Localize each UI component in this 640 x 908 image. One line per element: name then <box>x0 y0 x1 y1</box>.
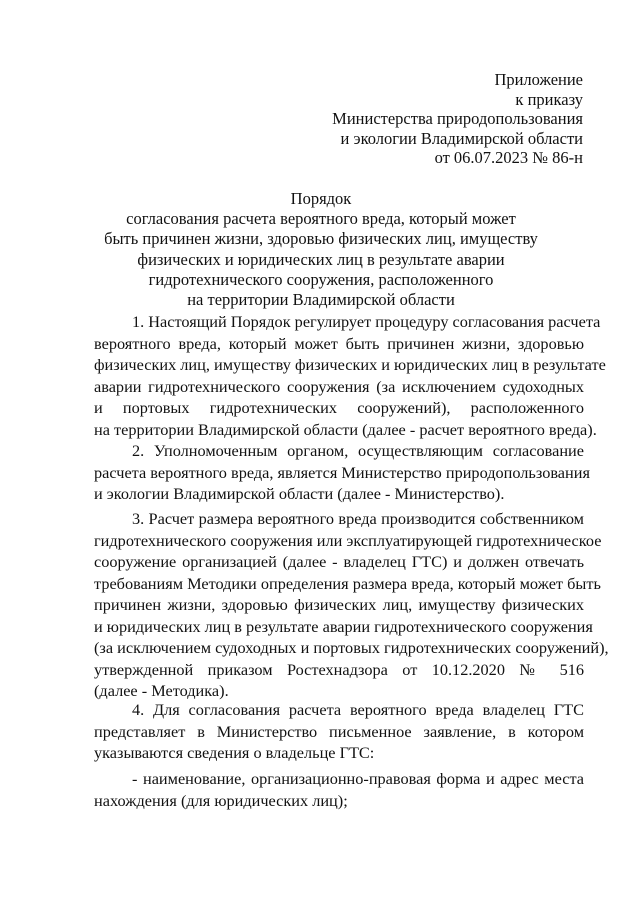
paragraph-1 <box>94 311 606 440</box>
paragraph-line: требованиям Методики определения размера вреда, который может быть <box>94 573 601 593</box>
title-line: Порядок <box>290 189 352 208</box>
paragraph-line: на территории Владимирской области (далее - расчет вероятного вреда). <box>94 419 597 439</box>
paragraph-line: аварии гидротехнического сооружения (за исключением судоходных <box>94 376 584 396</box>
paragraph-line: и экологии Владимирской области (далее - Министерство). <box>94 484 505 503</box>
paragraph-line: расчета вероятного вреда, является Министерство природопользования <box>94 462 590 482</box>
paragraph-line: и портовых гидротехнических сооружений), расположенного <box>94 398 584 417</box>
paragraph-line: утвержденной приказом Ростехнадзора от 10.12.2020 № 516 <box>94 659 584 679</box>
paragraph-line: (за исключением судоходных и портовых гидротехнических сооружений), <box>94 638 609 657</box>
paragraph-line: - наименование, организационно-правовая форма и адрес места <box>132 769 584 788</box>
paragraph-line: физических лиц, имуществу физических и юридических лиц в результате <box>94 355 606 374</box>
title-line: на территории Владимирской области <box>187 290 455 310</box>
appendix-line: от 06.07.2023 № 86-н <box>434 148 583 168</box>
appendix-line: к приказу <box>515 89 583 109</box>
paragraph-line: указываются сведения о владельце ГТС: <box>94 743 375 762</box>
title-line: согласования расчета вероятного вреда, который может <box>126 209 516 229</box>
paragraph-line: вероятного вреда, который может быть причинен жизни, здоровью <box>94 333 584 353</box>
paragraph-3 <box>94 508 609 702</box>
paragraph-line: нахождения (для юридических лиц); <box>94 790 348 810</box>
appendix-line: Министерства природопользования <box>332 109 583 129</box>
paragraph-line: (далее - Методика). <box>94 681 229 700</box>
appendix-line: Приложение <box>494 70 583 89</box>
title-line: физических и юридических лиц в результате аварии <box>137 249 505 269</box>
appendix-header <box>332 70 583 168</box>
paragraph-line: 1. Настоящий Порядок регулирует процедуру согласования расчета <box>132 312 601 331</box>
paragraph-line: сооружение организацией (далее - владелец ГТС) и должен отвечать <box>94 552 584 571</box>
paragraph-line: и юридических лиц в результате аварии гидротехнического сооружения <box>94 616 593 636</box>
title-line: быть причинен жизни, здоровью физических лиц, имуществу <box>104 229 538 249</box>
paragraph-line: гидротехнического сооружения или эксплуатирующей гидротехническое <box>94 530 602 550</box>
paragraph-line: 4. Для согласования расчета вероятного вреда владелец ГТС <box>132 700 584 719</box>
paragraph-4 <box>94 699 584 764</box>
paragraph-5 <box>94 768 584 811</box>
paragraph-line: 3. Расчет размера вероятного вреда производится собственником <box>132 509 584 528</box>
appendix-line: и экологии Владимирской области <box>340 128 583 148</box>
title-line: гидротехнического сооружения, расположенного <box>148 269 494 289</box>
paragraph-2 <box>94 440 590 505</box>
paragraph-line: представляет в Министерство письменное заявление, в котором <box>94 721 584 741</box>
document-title <box>60 189 582 310</box>
paragraph-line: 2. Уполномоченным органом, осуществляющим согласование <box>132 441 584 460</box>
paragraph-line: причинен жизни, здоровью физических лиц, имуществу физических <box>94 595 584 614</box>
